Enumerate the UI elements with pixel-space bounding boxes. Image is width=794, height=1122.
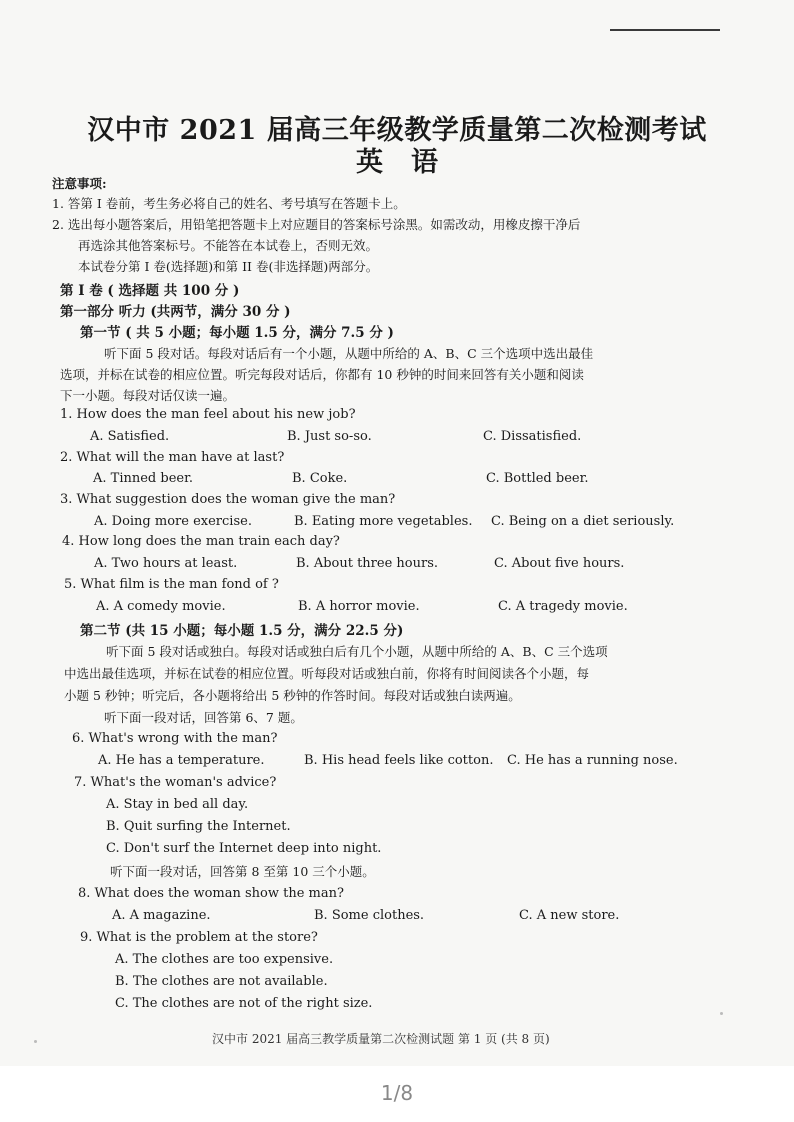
question-3-option-c: C. Being on a diet seriously. (491, 514, 675, 529)
question-3-stem: 3. What suggestion does the woman give the man? (60, 492, 396, 507)
page-footer: 汉中市 2021 届高三教学质量第二次检测试题 第 1 页 (共 8 页) (212, 1032, 550, 1046)
question-6-stem: 6. What's wrong with the man? (72, 731, 278, 746)
section-2-instruction-1: 听下面 5 段对话或独白。每段对话或独白后有几个小题，从题中所给的 A、B、C 三个选项 (106, 644, 608, 659)
notice-heading: 注意事项: (52, 176, 107, 191)
question-9-stem: 9. What is the problem at the store? (80, 930, 318, 945)
question-9-option-b: B. The clothes are not available. (115, 974, 328, 989)
question-2-option-a: A. Tinned beer. (93, 471, 194, 486)
notice-line-2: 2. 选出每小题答案后，用铅笔把答题卡上对应题目的答案标号涂黑。如需改动，用橡皮擦干净后 (52, 217, 581, 232)
question-5-option-c: C. A tragedy movie. (498, 599, 628, 614)
question-4-option-a: A. Two hours at least. (94, 556, 238, 571)
volume-1-heading: 第 I 卷 ( 选择题 共 100 分 ) (60, 283, 240, 299)
scan-speck (720, 1012, 723, 1015)
question-8-option-c: C. A new store. (519, 908, 620, 923)
scan-speck (34, 1040, 37, 1043)
subject-title: 英语 (356, 147, 466, 178)
listen-prompt-6-7: 听下面一段对话，回答第 6、7 题。 (104, 710, 303, 725)
section-1-instruction-1: 听下面 5 段对话。每段对话后有一个小题，从题中所给的 A、B、C 三个选项中选出最佳 (104, 346, 594, 361)
question-1-option-a: A. Satisfied. (90, 429, 170, 444)
question-4-option-c: C. About five hours. (494, 556, 625, 571)
question-7-option-b: B. Quit surfing the Internet. (106, 819, 291, 834)
page-indicator: 1/8 (380, 1081, 414, 1105)
section-1-instruction-3: 下一小题。每段对话仅读一遍。 (60, 388, 236, 403)
question-2-stem: 2. What will the man have at last? (60, 450, 285, 465)
question-1-option-b: B. Just so-so. (287, 429, 372, 444)
question-5-option-b: B. A horror movie. (298, 599, 420, 614)
question-6-option-c: C. He has a running nose. (507, 753, 678, 768)
part-1-heading: 第一部分 听力 (共两节，满分 30 分 ) (60, 304, 291, 320)
question-4-option-b: B. About three hours. (296, 556, 439, 571)
question-4-stem: 4. How long does the man train each day? (62, 534, 340, 549)
question-1-stem: 1. How does the man feel about his new job? (60, 407, 356, 422)
question-7-stem: 7. What's the woman's advice? (74, 775, 277, 790)
question-3-option-b: B. Eating more vegetables. (294, 514, 473, 529)
question-1-option-c: C. Dissatisfied. (483, 429, 582, 444)
section-1-instruction-2: 选项，并标在试卷的相应位置。听完每段对话后，你都有 10 秒钟的时间来回答有关小题和阅读 (60, 367, 584, 382)
section-2-instruction-3: 小题 5 秒钟；听完后，各小题将给出 5 秒钟的作答时间。每段对话或独白读两遍。 (64, 688, 521, 703)
section-2-heading: 第二节 (共 15 小题；每小题 1.5 分，满分 22.5 分) (80, 623, 404, 639)
question-9-option-a: A. The clothes are too expensive. (115, 952, 334, 967)
question-5-option-a: A. A comedy movie. (96, 599, 226, 614)
notice-line-1: 1. 答第 I 卷前，考生务必将自己的姓名、考号填写在答题卡上。 (52, 196, 406, 211)
question-7-option-c: C. Don't surf the Internet deep into night. (106, 841, 382, 856)
listen-prompt-8-10: 听下面一段对话，回答第 8 至第 10 三个小题。 (110, 864, 375, 879)
question-8-stem: 8. What does the woman show the man? (78, 886, 344, 901)
question-3-option-a: A. Doing more exercise. (94, 514, 252, 529)
question-8-option-b: B. Some clothes. (314, 908, 425, 923)
question-6-option-b: B. His head feels like cotton. (304, 753, 494, 768)
question-9-option-c: C. The clothes are not of the right size. (115, 996, 373, 1011)
question-6-option-a: A. He has a temperature. (98, 753, 265, 768)
section-1-heading: 第一节 ( 共 5 小题；每小题 1.5 分，满分 7.5 分 ) (80, 325, 394, 341)
section-2-instruction-2: 中选出最佳选项，并标在试卷的相应位置。听每段对话或独白前，你将有时间阅读各个小题，每 (64, 666, 590, 681)
question-8-option-a: A. A magazine. (112, 908, 211, 923)
question-5-stem: 5. What film is the man fond of ? (64, 577, 279, 592)
question-2-option-c: C. Bottled beer. (486, 471, 589, 486)
exam-title: 汉中市 2021 届高三年级教学质量第二次检测考试 (87, 115, 707, 146)
notice-line-4: 本试卷分第 I 卷(选择题)和第 II 卷(非选择题)两部分。 (78, 259, 379, 274)
question-7-option-a: A. Stay in bed all day. (106, 797, 249, 812)
notice-line-3: 再选涂其他答案标号。不能答在本试卷上，否则无效。 (78, 238, 379, 253)
scan-mark-line (610, 29, 720, 31)
question-2-option-b: B. Coke. (292, 471, 348, 486)
